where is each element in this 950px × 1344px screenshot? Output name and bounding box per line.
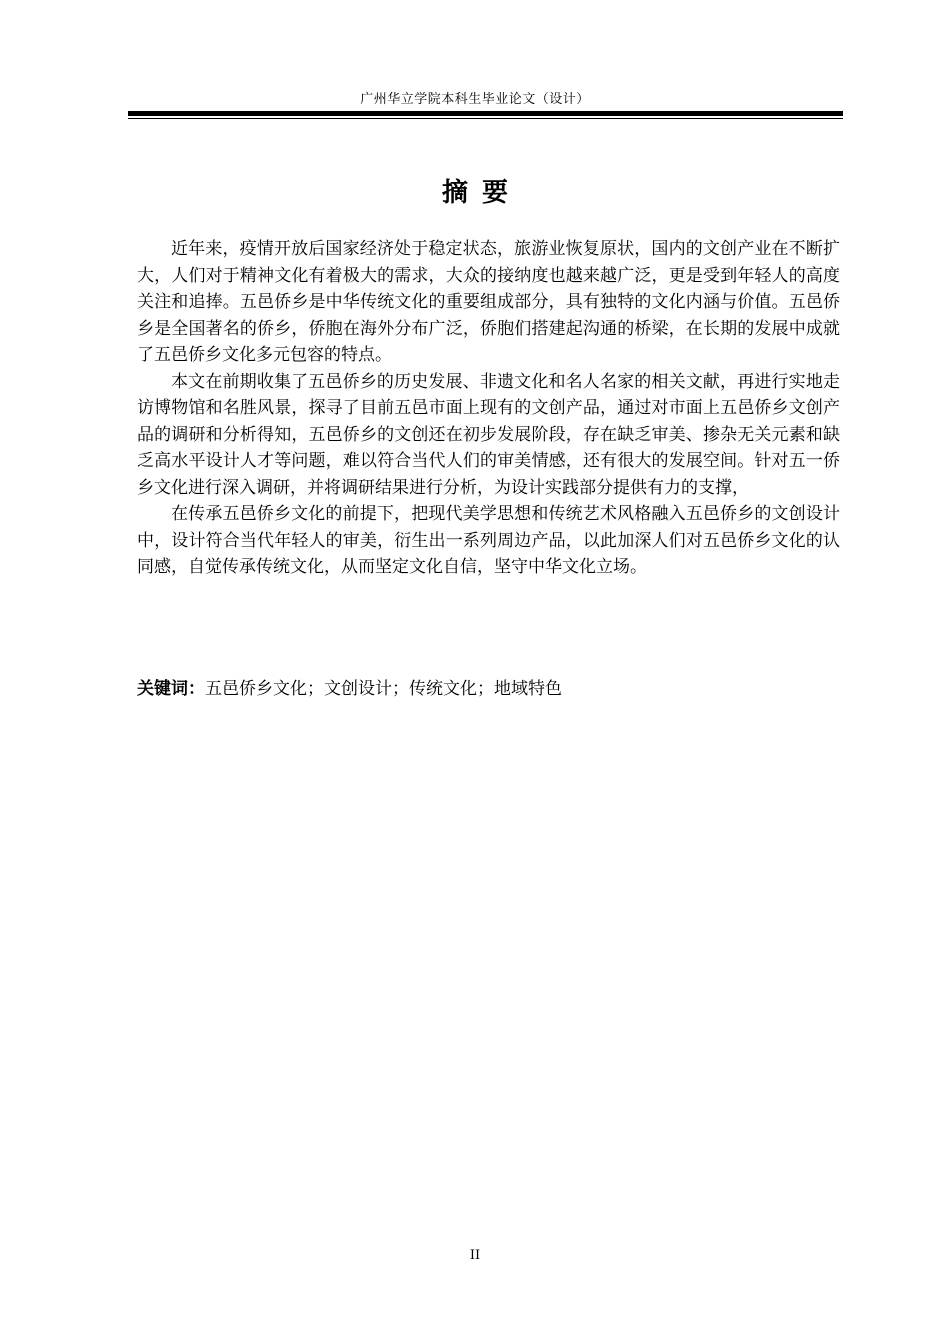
page-number: II <box>469 1248 481 1263</box>
keywords-label: 关键词： <box>137 679 205 699</box>
running-header: 广州华立学院本科生毕业论文（设计） <box>360 92 590 107</box>
abstract-body <box>137 236 840 581</box>
keywords-line <box>137 676 840 702</box>
abstract-paragraph: 近年来，疫情开放后国家经济处于稳定状态，旅游业恢复原状，国内的文创产业在不断扩大，人们对于精神文化有着极大的需求，大众的接纳度也越来越广泛，更是受到年轻人的高度关注和追捧。五邑侨乡是中华传统文化的重要组成部分，具有独特的文化内涵与价值。五邑侨乡是全国著名的侨乡，侨胞在海外分布广泛，侨胞们搭建起沟通的桥梁，在长期的发展中成就了五邑侨乡文化多元包容的特点。 <box>137 239 840 365</box>
header-rule-thick <box>128 111 843 116</box>
abstract-paragraph: 在传承五邑侨乡文化的前提下，把现代美学思想和传统艺术风格融入五邑侨乡的文创设计中，设计符合当代年轻人的审美，衍生出一系列周边产品，以此加深人们对五邑侨乡文化的认同感，自觉传承传统文化，从而坚定文化自信，坚守中华文化立场。 <box>137 504 840 577</box>
abstract-title: 摘要 <box>441 178 522 208</box>
header-rule-thin <box>128 118 843 119</box>
abstract-paragraph: 本文在前期收集了五邑侨乡的历史发展、非遗文化和名人名家的相关文献，再进行实地走访博物馆和名胜风景，探寻了目前五邑市面上现有的文创产品，通过对市面上五邑侨乡文创产品的调研和分析得知，五邑侨乡的文创还在初步发展阶段，存在缺乏审美、掺杂无关元素和缺乏高水平设计人才等问题，难以符合当代人们的审美情感，还有很大的发展空间。针对五一侨乡文化进行深入调研，并将调研结果进行分析，为设计实践部分提供有力的支撑， <box>137 371 840 498</box>
keywords-text: 五邑侨乡文化；文创设计；传统文化；地域特色 <box>205 679 562 699</box>
